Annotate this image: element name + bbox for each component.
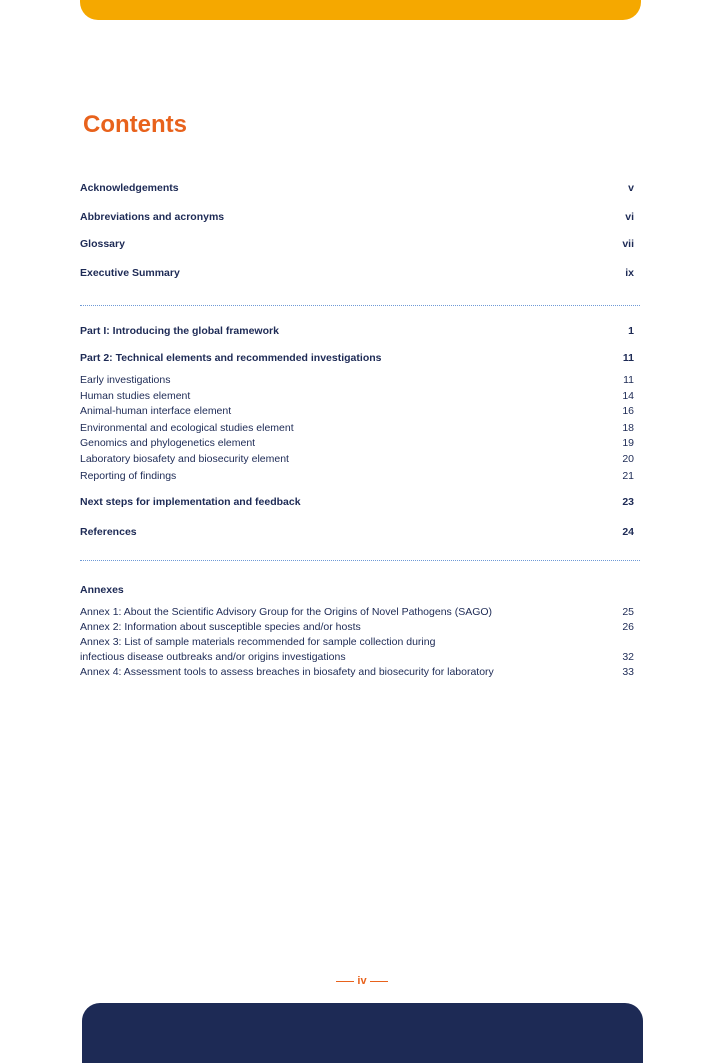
top-color-band — [80, 0, 641, 20]
toc-entry-page: 11 — [622, 352, 634, 364]
toc-entry-label: Early investigations — [80, 374, 171, 386]
toc-entry-label: Annex 4: Assessment tools to assess breaches in biosafety and biosecurity for laboratory — [80, 666, 494, 678]
toc-entry[interactable] — [80, 374, 634, 387]
toc-entry-abbreviations[interactable] — [80, 211, 634, 224]
toc-entry-page: vi — [625, 211, 634, 223]
toc-entry-label: Abbreviations and acronyms — [80, 211, 225, 223]
toc-entry-label: Reporting of findings — [80, 470, 177, 482]
toc-entry-page: 25 — [622, 606, 634, 618]
toc-entry-page: 18 — [622, 422, 634, 434]
section-divider — [80, 305, 640, 306]
toc-entry-label: Annex 2: Information about susceptible species and/or hosts — [80, 621, 361, 633]
toc-entry-part1[interactable] — [80, 325, 634, 338]
page-number-footer — [0, 975, 724, 987]
toc-entry-part2[interactable] — [80, 352, 634, 365]
toc-entry-next-steps[interactable] — [80, 496, 634, 509]
toc-entry-references[interactable] — [80, 526, 634, 539]
toc-entry-label: References — [80, 526, 137, 538]
toc-entry-label: infectious disease outbreaks and/or origins investigations — [80, 651, 346, 663]
toc-entry-label: Human studies element — [80, 390, 191, 402]
toc-entry-glossary[interactable] — [80, 238, 634, 251]
toc-entry-label: Annex 1: About the Scientific Advisory Group for the Origins of Novel Pathogens (SAGO) — [80, 606, 493, 618]
toc-entry-page: 21 — [622, 470, 634, 482]
toc-entry-label: Animal-human interface element — [80, 405, 232, 417]
toc-entry-annex[interactable] — [80, 666, 634, 679]
page-title: Contents — [83, 111, 187, 138]
toc-entry[interactable] — [80, 405, 634, 418]
page-number: iv — [357, 975, 367, 987]
toc-entry[interactable] — [80, 453, 634, 466]
toc-entry-label: Acknowledgements — [80, 182, 179, 194]
toc-entry-label: Glossary — [80, 238, 125, 250]
toc-entry-page: 23 — [622, 496, 634, 508]
toc-entry-annex[interactable] — [80, 636, 634, 649]
toc-entry-page: 11 — [623, 374, 634, 386]
toc-entry-acknowledgements[interactable] — [80, 182, 634, 195]
toc-entry-executive-summary[interactable] — [80, 267, 634, 280]
toc-entry-page: 32 — [622, 651, 634, 663]
toc-entry-page: 20 — [622, 453, 634, 465]
toc-entry-page: ix — [625, 267, 634, 279]
toc-entry-annex[interactable] — [80, 651, 634, 664]
toc-entry-page: 24 — [622, 526, 634, 538]
toc-entry-label: Next steps for implementation and feedback — [80, 496, 301, 508]
toc-entry-label: Laboratory biosafety and biosecurity element — [80, 453, 289, 465]
toc-entry[interactable] — [80, 422, 634, 435]
toc-entry-label: Executive Summary — [80, 267, 180, 279]
toc-entry-page: 33 — [622, 666, 634, 678]
toc-entry-label: Environmental and ecological studies element — [80, 422, 294, 434]
toc-entry-annex[interactable] — [80, 606, 634, 619]
toc-entry-page: v — [628, 182, 634, 194]
toc-entry-label: Part 2: Technical elements and recommended investigations — [80, 352, 382, 364]
toc-entry[interactable] — [80, 390, 634, 403]
toc-entry-page: 26 — [622, 621, 634, 633]
toc-entry-label: Annex 3: List of sample materials recommended for sample collection during — [80, 636, 436, 648]
bottom-color-band — [82, 1003, 643, 1063]
toc-entry-page: 16 — [622, 405, 634, 417]
toc-entry-page: 1 — [628, 325, 634, 337]
footer-dash-right — [370, 981, 388, 982]
footer-dash-left — [336, 981, 354, 982]
toc-entry-annex[interactable] — [80, 621, 634, 634]
toc-entry-page: 19 — [622, 437, 634, 449]
toc-entry-page: vii — [622, 238, 634, 250]
toc-entry[interactable] — [80, 470, 634, 483]
toc-entry-page: 14 — [622, 390, 634, 402]
toc-entry-label: Genomics and phylogenetics element — [80, 437, 256, 449]
annexes-heading: Annexes — [80, 584, 124, 596]
toc-entry[interactable] — [80, 437, 634, 450]
section-divider — [80, 560, 640, 561]
toc-entry-label: Part I: Introducing the global framework — [80, 325, 279, 337]
